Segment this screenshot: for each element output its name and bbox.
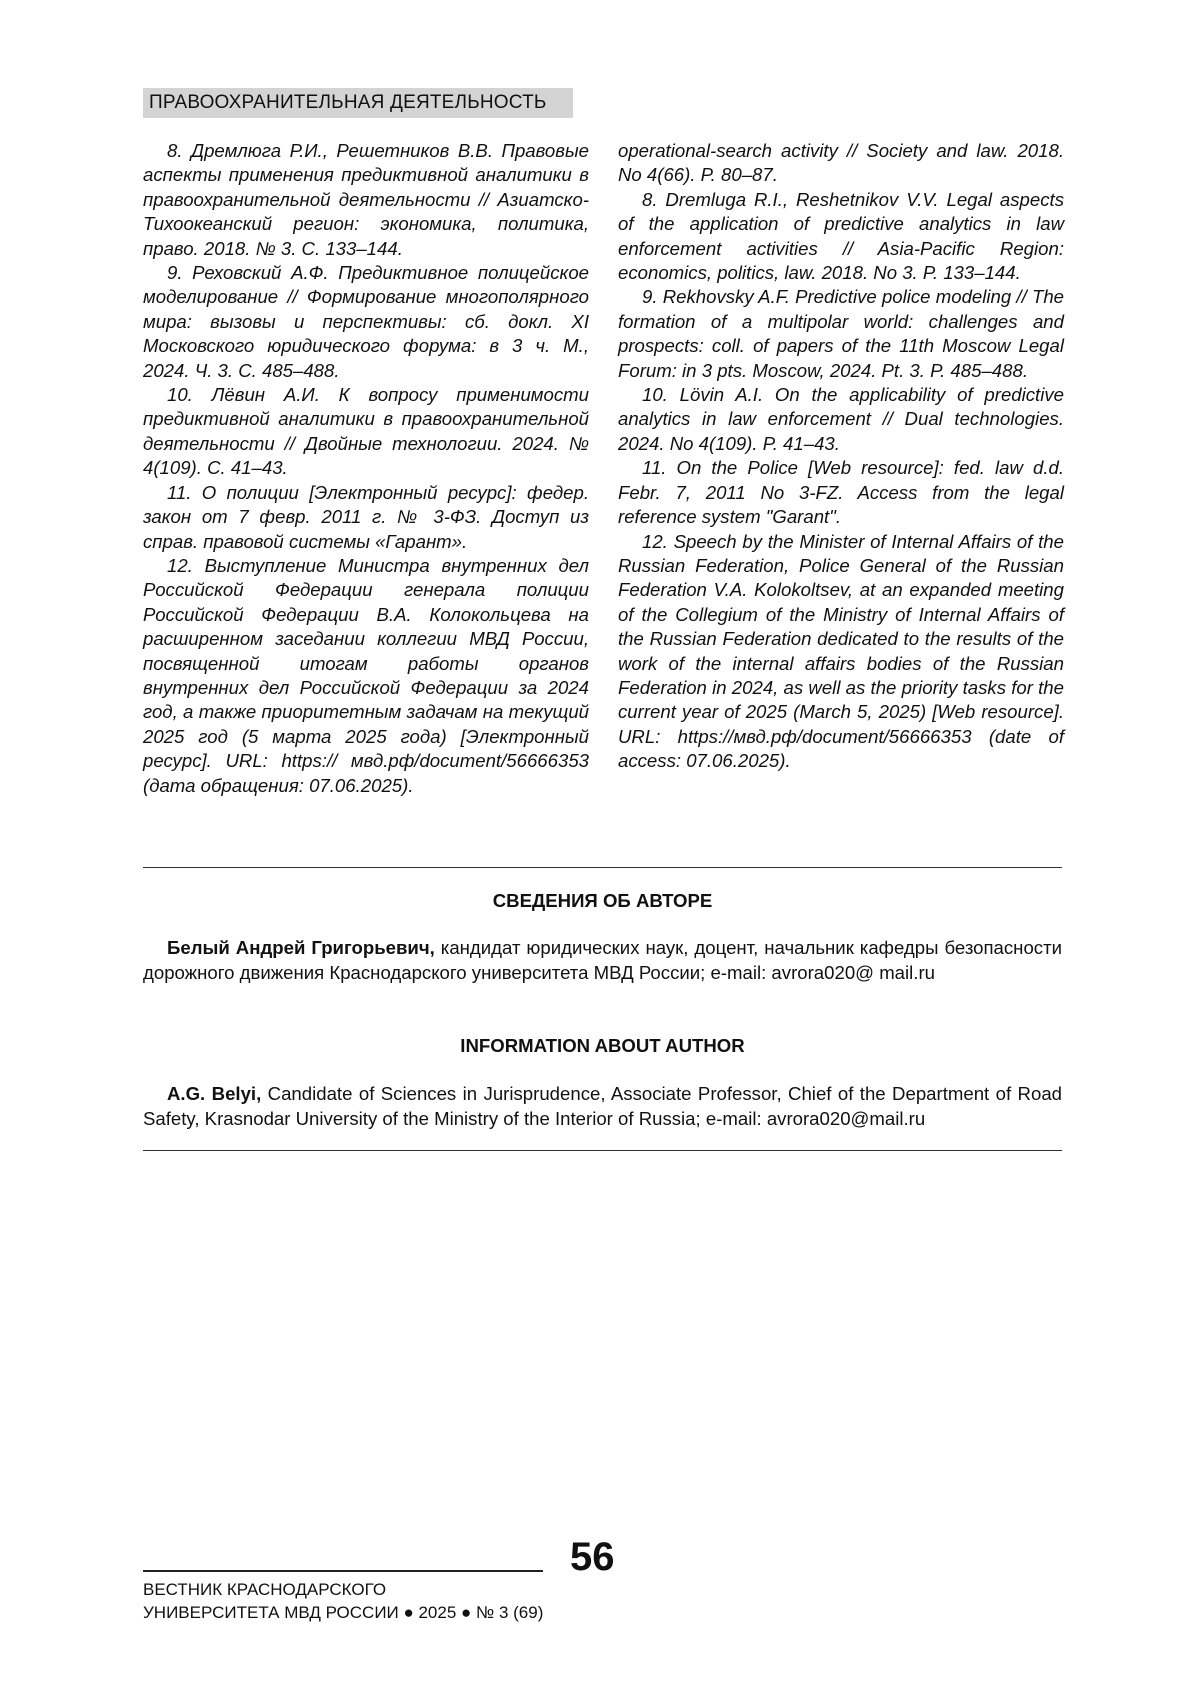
footer-rule: [143, 1570, 543, 1572]
author-name-en: A.G. Belyi,: [167, 1083, 262, 1104]
divider-bottom: [143, 1150, 1062, 1151]
references-english: [618, 139, 1064, 774]
reference-continuation: operational-search activity // Society and law. 2018. No 4(66). P. 80–87.: [618, 140, 1064, 186]
author-details-en: Candidate of Sciences in Jurisprudence, Associate Professor, Chief of the Department of Road Safety, Krasnodar University of the Ministry of the Interior of Russia; e-mail: avrora020@mail.ru: [143, 1083, 1062, 1129]
reference-item: 10. Lövin A.I. On the applicability of predictive analytics in law enforcement // Dual technologies. 2024. No 4(109). P. 41–43.: [618, 384, 1064, 454]
divider-top: [143, 867, 1062, 868]
page-number: 56: [570, 1535, 615, 1579]
section-header: ПРАВООХРАНИТЕЛЬНАЯ ДЕЯТЕЛЬНОСТЬ: [143, 88, 573, 118]
author-info-ru: [143, 935, 1062, 985]
reference-item: 9. Rekhovsky A.F. Predictive police modeling // The formation of a multipolar world: challenges and prospects: coll. of papers of the 11th Moscow Legal Forum: in 3 pts. Moscow, 2024. Pt. 3. P. 485–488.: [618, 286, 1064, 381]
author-heading-en: INFORMATION ABOUT AUTHOR: [460, 1035, 745, 1056]
journal-line-2: УНИВЕРСИТЕТА МВД РОССИИ ● 2025 ● № 3 (69): [143, 1603, 544, 1622]
reference-item: 12. Выступление Министра внутренних дел Российской Федерации генерала полиции Российской Федерации В.А. Колокольцева на расширенном заседании коллегии МВД России, посвященной итогам работы органов внутренних дел Российской Федерации за 2024 год, а также приоритетным задачам на текущий 2025 год (5 марта 2025 года) [Электронный ресурс]. URL: https:// мвд.рф/document/56666353 (дата обращения: 07.06.2025).: [143, 554, 589, 796]
reference-item: 12. Speech by the Minister of Internal Affairs of the Russian Federation, Police General of the Russian Federation V.A. Kolokoltsev, at an expanded meeting of the Collegium of the Ministry of Internal Affairs of the Russian Federation dedicated to the results of the work of the internal affairs bodies of the Russian Federation in 2024, as well as the priority tasks for the current year of 2025 (March 5, 2025) [Web resource]. URL: https://мвд.рф/document/56666353 (date of access: 07.06.2025).: [618, 530, 1064, 772]
reference-item: 8. Dremluga R.I., Reshetnikov V.V. Legal aspects of the application of predictive analytics in law enforcement activities // Asia-Pacific Region: economics, politics, law. 2018. No 3. P. 133–144.: [618, 188, 1064, 284]
references-russian: [143, 139, 589, 798]
reference-item: 11. On the Police [Web resource]: fed. law d.d. Febr. 7, 2011 No 3-FZ. Access from the legal reference system "Garant".: [618, 457, 1064, 528]
reference-item: 8. Дремлюга Р.И., Решетников В.В. Правовые аспекты применения предиктивной аналитики в правоохранительной деятельности // Азиатско-Тихоокеанский регион: экономика, политика, право. 2018. № 3. С. 133–144.: [143, 140, 589, 259]
journal-line-1: ВЕСТНИК КРАСНОДАРСКОГО: [143, 1580, 387, 1599]
reference-item: 11. О полиции [Электронный ресурс]: федер. закон от 7 февр. 2011 г. № 3-ФЗ. Доступ из справ. правовой системы «Гарант».: [143, 481, 589, 552]
author-heading-ru: СВЕДЕНИЯ ОБ АВТОРЕ: [492, 890, 713, 911]
reference-item: 10. Лёвин А.И. К вопросу применимости предиктивной аналитики в правоохранительной деятельности // Двойные технологии. 2024. № 4(109). С. 41–43.: [143, 384, 589, 479]
author-details-ru: кандидат юридических наук, доцент, начальник кафедры безопасности дорожного движения Краснодарского университета МВД России; e-mail: avrora020@ mail.ru: [143, 937, 1062, 983]
reference-item: 9. Реховский А.Ф. Предиктивное полицейское моделирование // Формирование многополярного мира: вызовы и перспективы: сб. докл. XI Московского юридического форума: в 3 ч. М., 2024. Ч. 3. С. 485–488.: [143, 262, 589, 381]
journal-title: [143, 1578, 543, 1624]
author-info-en: [143, 1081, 1062, 1131]
author-name-ru: Белый Андрей Григорьевич,: [167, 937, 435, 958]
